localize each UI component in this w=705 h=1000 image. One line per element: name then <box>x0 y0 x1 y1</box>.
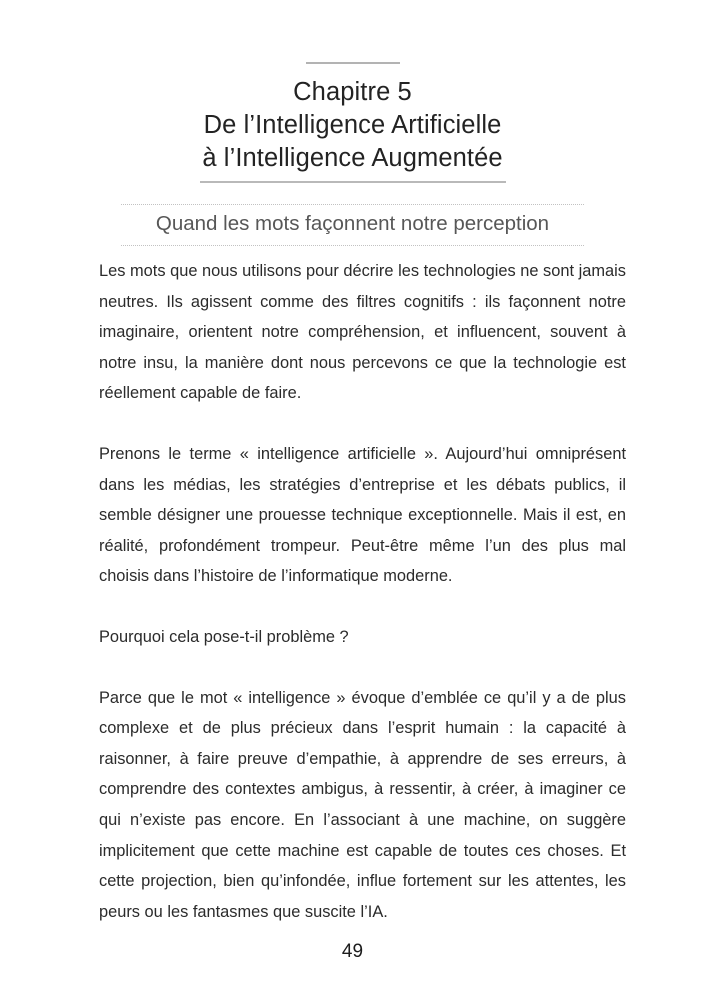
chapter-title-line-1: De l’Intelligence Artificielle <box>203 111 502 140</box>
subtitle-container <box>121 204 584 246</box>
chapter-subtitle: Quand les mots façonnent notre perception <box>155 212 550 236</box>
chapter-title-line-2: à l’Intelligence Augmentée <box>202 144 503 173</box>
body-text-column <box>99 256 626 927</box>
chapter-header <box>0 0 705 246</box>
chapter-title <box>93 76 613 175</box>
top-divider-rule <box>306 62 400 64</box>
title-underline-rule <box>200 181 506 183</box>
paragraph-1: Les mots que nous utilisons pour décrire les technologies ne sont jamais neutres. Ils agissent comme des filtres cognitifs : ils façonnent notre imaginaire, orientent notre compréhension, et influencent, souvent à notre insu, la manière dont nous percevons ce que la technologie est réellement capable de faire. <box>99 262 626 403</box>
paragraph-4: Parce que le mot « intelligence » évoque d’emblée ce qu’il y a de plus complexe et de plus précieux dans l’esprit humain : la capacité à raisonner, à faire preuve d’empathie, à apprendre de ses erreurs, à comprendre des contextes ambigus, à ressentir, à créer, à imaginer ce qui n’existe pas encore. En l’associant à une machine, on suggère implicitement que cette machine est capable de toutes ces choses. Et cette projection, bien qu’infondée, influe fortement sur les attentes, les peurs ou les fantasmes que suscite l’IA. <box>99 688 626 921</box>
page-number: 49 <box>341 941 364 962</box>
paragraph-2: Prenons le terme « intelligence artificielle ». Aujourd’hui omniprésent dans les médias, les stratégies d’entreprise et les débats publics, il semble désigner une prouesse technique exceptionnelle. Mais il est, en réalité, profondément trompeur. Peut-être même l’un des plus mal choisis dans l’histoire de l’informatique moderne. <box>99 444 626 586</box>
paragraph-3: Pourquoi cela pose-t-il problème ? <box>99 627 349 646</box>
page-folio <box>0 942 705 961</box>
chapter-number-line: Chapitre 5 <box>293 78 412 106</box>
